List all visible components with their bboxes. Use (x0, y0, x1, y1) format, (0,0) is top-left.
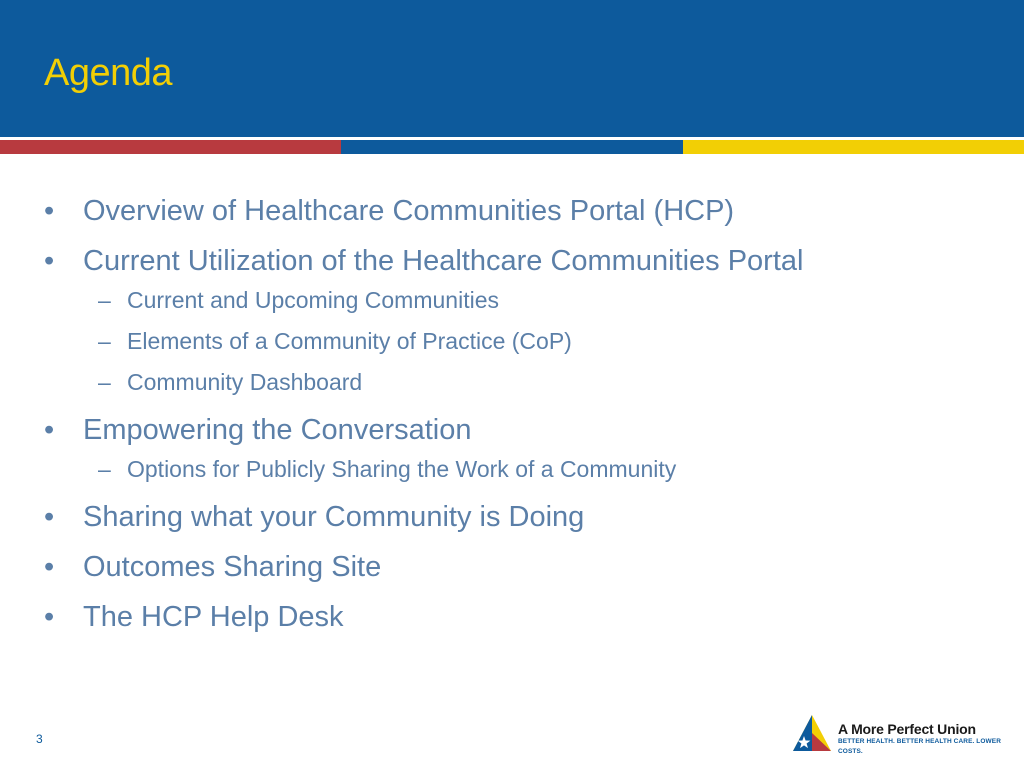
bullet-icon: • (44, 601, 55, 633)
dash-icon: – (98, 287, 111, 313)
agenda-subitem-text: Community Dashboard (127, 369, 363, 395)
agenda-item (44, 500, 1004, 535)
agenda-subitem (44, 327, 1004, 355)
agenda-item (44, 550, 1004, 585)
dash-icon: – (98, 369, 111, 395)
agenda-item (44, 194, 1004, 229)
brand-tagline: BETTER HEALTH. BETTER HEALTH CARE. LOWER COSTS. (838, 738, 1002, 755)
bullet-icon: • (44, 245, 55, 277)
agenda-subitem (44, 455, 1004, 483)
agenda-subitem-text: Elements of a Community of Practice (CoP) (127, 328, 572, 354)
agenda-item (44, 413, 1004, 448)
bullet-icon: • (44, 195, 55, 227)
agenda-item-text: Overview of Healthcare Communities Portal (HCP) (83, 195, 735, 227)
dash-icon: – (98, 328, 111, 354)
agenda-item (44, 600, 1004, 635)
dash-icon: – (98, 456, 111, 482)
agenda-subitem-text: Options for Publicly Sharing the Work of a Community (127, 456, 677, 482)
color-band-red (0, 140, 341, 154)
color-band-yellow (683, 140, 1024, 154)
color-band-blue (341, 140, 683, 154)
brand-name: A More Perfect Union (838, 721, 976, 737)
agenda-item (44, 244, 1004, 279)
agenda-subitem (44, 286, 1004, 314)
agenda-item-text: Sharing what your Community is Doing (83, 501, 585, 533)
agenda-subitem (44, 368, 1004, 396)
brand-block (838, 721, 1024, 757)
bullet-icon: • (44, 501, 55, 533)
slide-title: Agenda (44, 52, 173, 94)
bullet-icon: • (44, 414, 55, 446)
agenda-list (44, 194, 1004, 650)
slide-number: 3 (36, 732, 43, 746)
agenda-item-text: Current Utilization of the Healthcare Communities Portal (83, 245, 804, 277)
agenda-item-text: The HCP Help Desk (83, 601, 344, 633)
triangle-star-logo-icon (792, 714, 832, 752)
bullet-icon: • (44, 551, 55, 583)
header-bar (0, 0, 1024, 137)
agenda-item-text: Empowering the Conversation (83, 414, 472, 446)
agenda-subitem-text: Current and Upcoming Communities (127, 287, 499, 313)
agenda-item-text: Outcomes Sharing Site (83, 551, 382, 583)
